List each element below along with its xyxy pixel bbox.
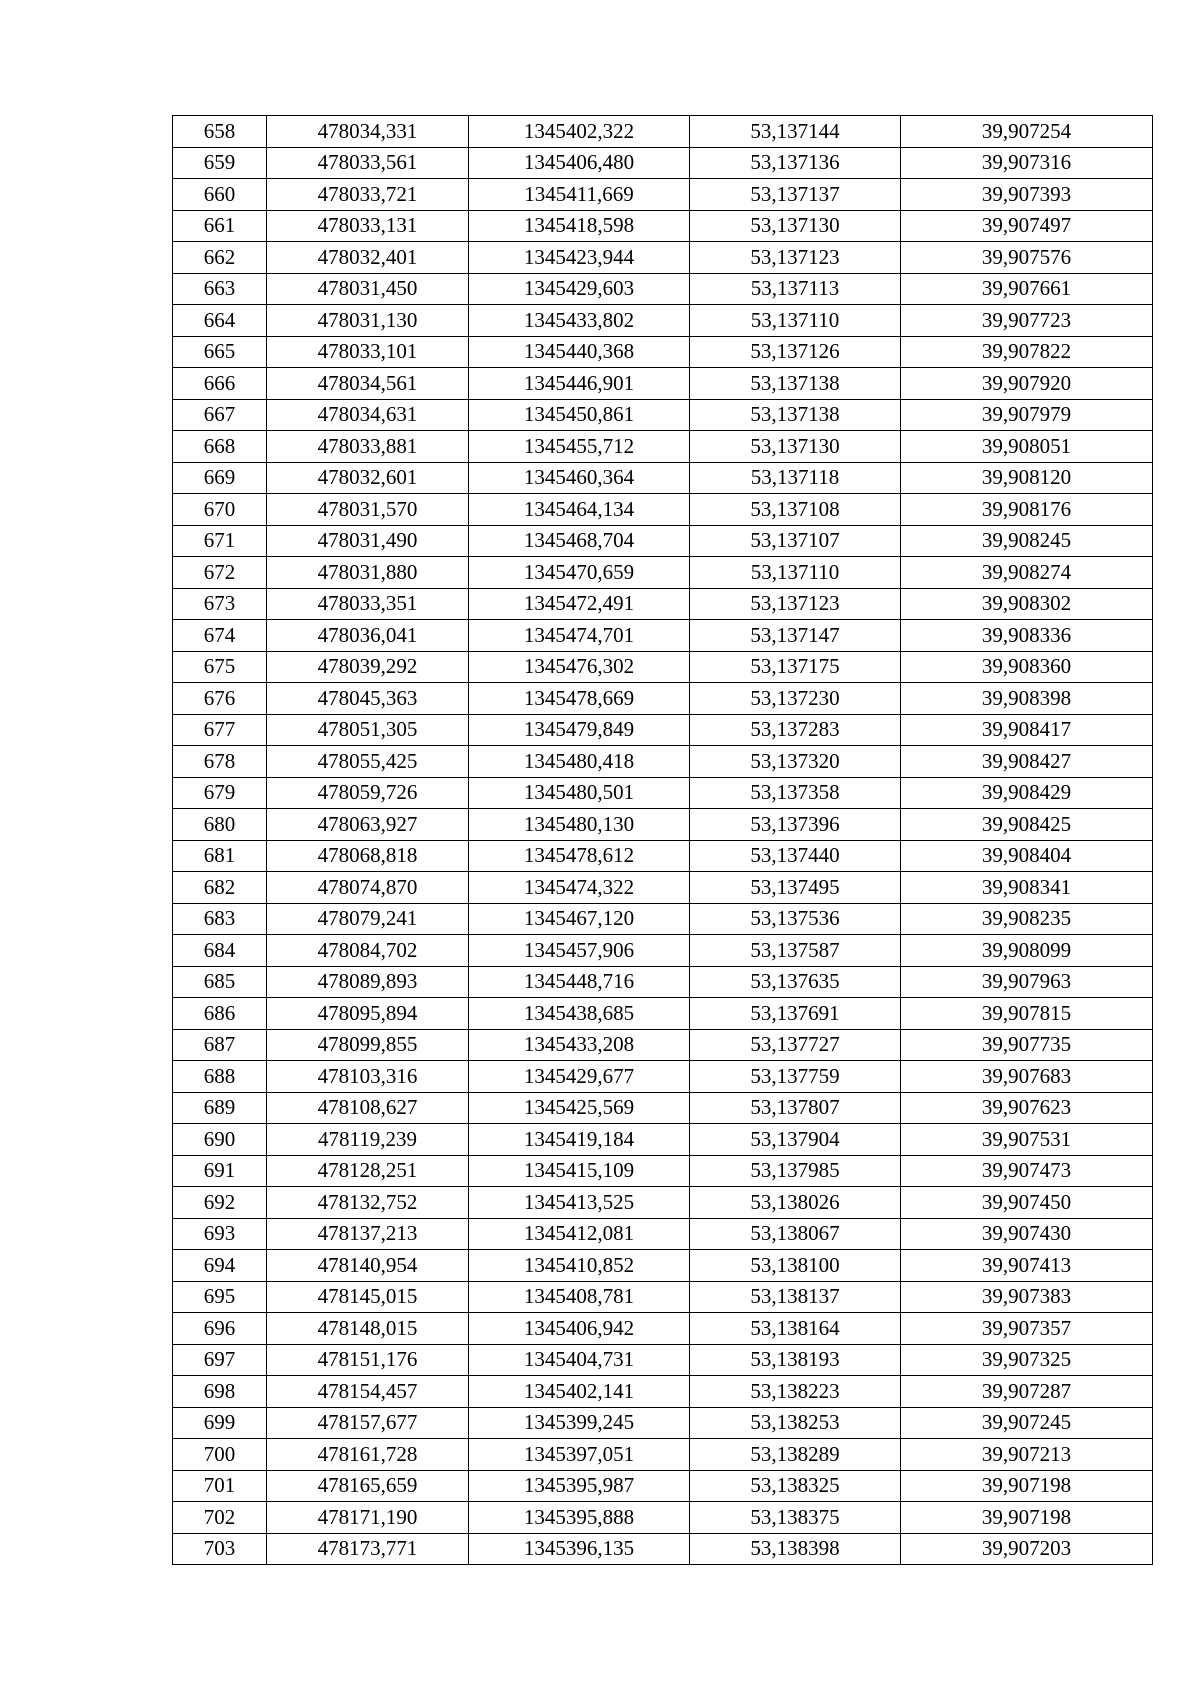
- longitude-cell: 39,907325: [901, 1344, 1153, 1376]
- table-row: [173, 1344, 1153, 1376]
- table-row: [173, 966, 1153, 998]
- coordinates-table: [172, 115, 1153, 1565]
- latitude-cell: 53,138067: [690, 1218, 901, 1250]
- table-row: [173, 1502, 1153, 1534]
- point-number-cell: 670: [173, 494, 267, 526]
- x-coordinate-cell: 478137,213: [267, 1218, 469, 1250]
- x-coordinate-cell: 478173,771: [267, 1533, 469, 1565]
- point-number-cell: 693: [173, 1218, 267, 1250]
- table-row: [173, 147, 1153, 179]
- point-number-cell: 703: [173, 1533, 267, 1565]
- x-coordinate-cell: 478099,855: [267, 1029, 469, 1061]
- longitude-cell: 39,908235: [901, 903, 1153, 935]
- y-coordinate-cell: 1345457,906: [469, 935, 690, 967]
- table-row: [173, 399, 1153, 431]
- point-number-cell: 698: [173, 1376, 267, 1408]
- longitude-cell: 39,908398: [901, 683, 1153, 715]
- y-coordinate-cell: 1345450,861: [469, 399, 690, 431]
- longitude-cell: 39,908176: [901, 494, 1153, 526]
- x-coordinate-cell: 478095,894: [267, 998, 469, 1030]
- y-coordinate-cell: 1345474,322: [469, 872, 690, 904]
- point-number-cell: 668: [173, 431, 267, 463]
- y-coordinate-cell: 1345419,184: [469, 1124, 690, 1156]
- longitude-cell: 39,908427: [901, 746, 1153, 778]
- table-row: [173, 368, 1153, 400]
- table-row: [173, 179, 1153, 211]
- y-coordinate-cell: 1345470,659: [469, 557, 690, 589]
- x-coordinate-cell: 478034,631: [267, 399, 469, 431]
- point-number-cell: 680: [173, 809, 267, 841]
- latitude-cell: 53,137137: [690, 179, 901, 211]
- y-coordinate-cell: 1345402,141: [469, 1376, 690, 1408]
- point-number-cell: 659: [173, 147, 267, 179]
- table-row: [173, 651, 1153, 683]
- latitude-cell: 53,138137: [690, 1281, 901, 1313]
- point-number-cell: 677: [173, 714, 267, 746]
- y-coordinate-cell: 1345480,501: [469, 777, 690, 809]
- y-coordinate-cell: 1345429,603: [469, 273, 690, 305]
- longitude-cell: 39,907531: [901, 1124, 1153, 1156]
- latitude-cell: 53,137495: [690, 872, 901, 904]
- table-row: [173, 1218, 1153, 1250]
- x-coordinate-cell: 478157,677: [267, 1407, 469, 1439]
- y-coordinate-cell: 1345415,109: [469, 1155, 690, 1187]
- table-row: [173, 431, 1153, 463]
- latitude-cell: 53,137123: [690, 588, 901, 620]
- point-number-cell: 687: [173, 1029, 267, 1061]
- table-row: [173, 683, 1153, 715]
- table-row: [173, 1250, 1153, 1282]
- x-coordinate-cell: 478036,041: [267, 620, 469, 652]
- longitude-cell: 39,908429: [901, 777, 1153, 809]
- table-row: [173, 494, 1153, 526]
- point-number-cell: 700: [173, 1439, 267, 1471]
- latitude-cell: 53,137175: [690, 651, 901, 683]
- longitude-cell: 39,907963: [901, 966, 1153, 998]
- latitude-cell: 53,138253: [690, 1407, 901, 1439]
- longitude-cell: 39,908404: [901, 840, 1153, 872]
- table-row: [173, 1376, 1153, 1408]
- longitude-cell: 39,907735: [901, 1029, 1153, 1061]
- longitude-cell: 39,907287: [901, 1376, 1153, 1408]
- y-coordinate-cell: 1345396,135: [469, 1533, 690, 1565]
- point-number-cell: 688: [173, 1061, 267, 1093]
- y-coordinate-cell: 1345472,491: [469, 588, 690, 620]
- y-coordinate-cell: 1345402,322: [469, 116, 690, 148]
- table-row: [173, 1533, 1153, 1565]
- table-row: [173, 305, 1153, 337]
- y-coordinate-cell: 1345423,944: [469, 242, 690, 274]
- y-coordinate-cell: 1345476,302: [469, 651, 690, 683]
- x-coordinate-cell: 478128,251: [267, 1155, 469, 1187]
- latitude-cell: 53,137147: [690, 620, 901, 652]
- y-coordinate-cell: 1345446,901: [469, 368, 690, 400]
- latitude-cell: 53,137138: [690, 368, 901, 400]
- point-number-cell: 684: [173, 935, 267, 967]
- latitude-cell: 53,137130: [690, 210, 901, 242]
- point-number-cell: 665: [173, 336, 267, 368]
- table-row: [173, 1187, 1153, 1219]
- longitude-cell: 39,907920: [901, 368, 1153, 400]
- y-coordinate-cell: 1345480,130: [469, 809, 690, 841]
- x-coordinate-cell: 478154,457: [267, 1376, 469, 1408]
- latitude-cell: 53,137126: [690, 336, 901, 368]
- x-coordinate-cell: 478074,870: [267, 872, 469, 904]
- y-coordinate-cell: 1345395,888: [469, 1502, 690, 1534]
- latitude-cell: 53,137123: [690, 242, 901, 274]
- x-coordinate-cell: 478165,659: [267, 1470, 469, 1502]
- point-number-cell: 695: [173, 1281, 267, 1313]
- latitude-cell: 53,137110: [690, 557, 901, 589]
- table-row: [173, 1439, 1153, 1471]
- longitude-cell: 39,907203: [901, 1533, 1153, 1565]
- x-coordinate-cell: 478051,305: [267, 714, 469, 746]
- point-number-cell: 666: [173, 368, 267, 400]
- y-coordinate-cell: 1345464,134: [469, 494, 690, 526]
- latitude-cell: 53,137283: [690, 714, 901, 746]
- longitude-cell: 39,907576: [901, 242, 1153, 274]
- x-coordinate-cell: 478033,881: [267, 431, 469, 463]
- latitude-cell: 53,138375: [690, 1502, 901, 1534]
- latitude-cell: 53,137807: [690, 1092, 901, 1124]
- latitude-cell: 53,137396: [690, 809, 901, 841]
- table-row: [173, 1470, 1153, 1502]
- longitude-cell: 39,907245: [901, 1407, 1153, 1439]
- x-coordinate-cell: 478033,131: [267, 210, 469, 242]
- point-number-cell: 676: [173, 683, 267, 715]
- latitude-cell: 53,137113: [690, 273, 901, 305]
- y-coordinate-cell: 1345478,612: [469, 840, 690, 872]
- latitude-cell: 53,138026: [690, 1187, 901, 1219]
- table-row: [173, 462, 1153, 494]
- point-number-cell: 664: [173, 305, 267, 337]
- y-coordinate-cell: 1345468,704: [469, 525, 690, 557]
- longitude-cell: 39,907254: [901, 116, 1153, 148]
- longitude-cell: 39,908274: [901, 557, 1153, 589]
- table-row: [173, 840, 1153, 872]
- latitude-cell: 53,137759: [690, 1061, 901, 1093]
- y-coordinate-cell: 1345411,669: [469, 179, 690, 211]
- x-coordinate-cell: 478034,331: [267, 116, 469, 148]
- x-coordinate-cell: 478034,561: [267, 368, 469, 400]
- longitude-cell: 39,907822: [901, 336, 1153, 368]
- latitude-cell: 53,137904: [690, 1124, 901, 1156]
- longitude-cell: 39,908425: [901, 809, 1153, 841]
- latitude-cell: 53,137635: [690, 966, 901, 998]
- table-row: [173, 714, 1153, 746]
- y-coordinate-cell: 1345433,802: [469, 305, 690, 337]
- table-row: [173, 1061, 1153, 1093]
- y-coordinate-cell: 1345429,677: [469, 1061, 690, 1093]
- longitude-cell: 39,907430: [901, 1218, 1153, 1250]
- point-number-cell: 669: [173, 462, 267, 494]
- point-number-cell: 694: [173, 1250, 267, 1282]
- x-coordinate-cell: 478171,190: [267, 1502, 469, 1534]
- x-coordinate-cell: 478031,450: [267, 273, 469, 305]
- longitude-cell: 39,907979: [901, 399, 1153, 431]
- latitude-cell: 53,137110: [690, 305, 901, 337]
- x-coordinate-cell: 478045,363: [267, 683, 469, 715]
- longitude-cell: 39,907815: [901, 998, 1153, 1030]
- longitude-cell: 39,907497: [901, 210, 1153, 242]
- latitude-cell: 53,138398: [690, 1533, 901, 1565]
- y-coordinate-cell: 1345399,245: [469, 1407, 690, 1439]
- point-number-cell: 672: [173, 557, 267, 589]
- table-row: [173, 1124, 1153, 1156]
- table-row: [173, 1407, 1153, 1439]
- y-coordinate-cell: 1345418,598: [469, 210, 690, 242]
- x-coordinate-cell: 478068,818: [267, 840, 469, 872]
- point-number-cell: 685: [173, 966, 267, 998]
- table-row: [173, 777, 1153, 809]
- table-row: [173, 1029, 1153, 1061]
- longitude-cell: 39,908302: [901, 588, 1153, 620]
- latitude-cell: 53,137536: [690, 903, 901, 935]
- latitude-cell: 53,137230: [690, 683, 901, 715]
- y-coordinate-cell: 1345433,208: [469, 1029, 690, 1061]
- x-coordinate-cell: 478089,893: [267, 966, 469, 998]
- table-row: [173, 336, 1153, 368]
- x-coordinate-cell: 478031,490: [267, 525, 469, 557]
- longitude-cell: 39,907623: [901, 1092, 1153, 1124]
- longitude-cell: 39,908245: [901, 525, 1153, 557]
- latitude-cell: 53,137136: [690, 147, 901, 179]
- latitude-cell: 53,138164: [690, 1313, 901, 1345]
- x-coordinate-cell: 478132,752: [267, 1187, 469, 1219]
- table-row: [173, 273, 1153, 305]
- latitude-cell: 53,137107: [690, 525, 901, 557]
- latitude-cell: 53,137727: [690, 1029, 901, 1061]
- point-number-cell: 662: [173, 242, 267, 274]
- table-row: [173, 242, 1153, 274]
- x-coordinate-cell: 478063,927: [267, 809, 469, 841]
- latitude-cell: 53,137358: [690, 777, 901, 809]
- longitude-cell: 39,907357: [901, 1313, 1153, 1345]
- x-coordinate-cell: 478119,239: [267, 1124, 469, 1156]
- table-row: [173, 116, 1153, 148]
- latitude-cell: 53,137440: [690, 840, 901, 872]
- latitude-cell: 53,138193: [690, 1344, 901, 1376]
- point-number-cell: 692: [173, 1187, 267, 1219]
- longitude-cell: 39,908341: [901, 872, 1153, 904]
- x-coordinate-cell: 478161,728: [267, 1439, 469, 1471]
- point-number-cell: 686: [173, 998, 267, 1030]
- longitude-cell: 39,908336: [901, 620, 1153, 652]
- point-number-cell: 679: [173, 777, 267, 809]
- point-number-cell: 674: [173, 620, 267, 652]
- latitude-cell: 53,137130: [690, 431, 901, 463]
- latitude-cell: 53,137691: [690, 998, 901, 1030]
- x-coordinate-cell: 478031,570: [267, 494, 469, 526]
- point-number-cell: 702: [173, 1502, 267, 1534]
- x-coordinate-cell: 478108,627: [267, 1092, 469, 1124]
- longitude-cell: 39,908120: [901, 462, 1153, 494]
- point-number-cell: 678: [173, 746, 267, 778]
- y-coordinate-cell: 1345395,987: [469, 1470, 690, 1502]
- y-coordinate-cell: 1345474,701: [469, 620, 690, 652]
- point-number-cell: 689: [173, 1092, 267, 1124]
- table-row: [173, 1092, 1153, 1124]
- table-row: [173, 998, 1153, 1030]
- x-coordinate-cell: 478032,601: [267, 462, 469, 494]
- y-coordinate-cell: 1345406,480: [469, 147, 690, 179]
- point-number-cell: 697: [173, 1344, 267, 1376]
- y-coordinate-cell: 1345397,051: [469, 1439, 690, 1471]
- point-number-cell: 690: [173, 1124, 267, 1156]
- table-body: [173, 116, 1153, 1565]
- x-coordinate-cell: 478033,561: [267, 147, 469, 179]
- point-number-cell: 696: [173, 1313, 267, 1345]
- point-number-cell: 663: [173, 273, 267, 305]
- longitude-cell: 39,907723: [901, 305, 1153, 337]
- longitude-cell: 39,907393: [901, 179, 1153, 211]
- longitude-cell: 39,907198: [901, 1502, 1153, 1534]
- table-row: [173, 935, 1153, 967]
- latitude-cell: 53,138325: [690, 1470, 901, 1502]
- point-number-cell: 682: [173, 872, 267, 904]
- x-coordinate-cell: 478032,401: [267, 242, 469, 274]
- x-coordinate-cell: 478039,292: [267, 651, 469, 683]
- table-row: [173, 525, 1153, 557]
- longitude-cell: 39,908099: [901, 935, 1153, 967]
- point-number-cell: 658: [173, 116, 267, 148]
- longitude-cell: 39,908417: [901, 714, 1153, 746]
- y-coordinate-cell: 1345467,120: [469, 903, 690, 935]
- point-number-cell: 681: [173, 840, 267, 872]
- y-coordinate-cell: 1345448,716: [469, 966, 690, 998]
- y-coordinate-cell: 1345404,731: [469, 1344, 690, 1376]
- longitude-cell: 39,907683: [901, 1061, 1153, 1093]
- y-coordinate-cell: 1345410,852: [469, 1250, 690, 1282]
- table-row: [173, 1281, 1153, 1313]
- x-coordinate-cell: 478084,702: [267, 935, 469, 967]
- x-coordinate-cell: 478103,316: [267, 1061, 469, 1093]
- table-row: [173, 1313, 1153, 1345]
- latitude-cell: 53,137118: [690, 462, 901, 494]
- latitude-cell: 53,137108: [690, 494, 901, 526]
- x-coordinate-cell: 478031,880: [267, 557, 469, 589]
- y-coordinate-cell: 1345455,712: [469, 431, 690, 463]
- table-row: [173, 746, 1153, 778]
- latitude-cell: 53,138223: [690, 1376, 901, 1408]
- point-number-cell: 699: [173, 1407, 267, 1439]
- y-coordinate-cell: 1345413,525: [469, 1187, 690, 1219]
- longitude-cell: 39,907473: [901, 1155, 1153, 1187]
- point-number-cell: 675: [173, 651, 267, 683]
- table-row: [173, 809, 1153, 841]
- latitude-cell: 53,137985: [690, 1155, 901, 1187]
- point-number-cell: 701: [173, 1470, 267, 1502]
- longitude-cell: 39,907450: [901, 1187, 1153, 1219]
- longitude-cell: 39,907413: [901, 1250, 1153, 1282]
- x-coordinate-cell: 478033,721: [267, 179, 469, 211]
- y-coordinate-cell: 1345412,081: [469, 1218, 690, 1250]
- table-row: [173, 903, 1153, 935]
- table-row: [173, 1155, 1153, 1187]
- y-coordinate-cell: 1345408,781: [469, 1281, 690, 1313]
- table-row: [173, 210, 1153, 242]
- x-coordinate-cell: 478031,130: [267, 305, 469, 337]
- y-coordinate-cell: 1345460,364: [469, 462, 690, 494]
- x-coordinate-cell: 478059,726: [267, 777, 469, 809]
- table-row: [173, 588, 1153, 620]
- table-row: [173, 872, 1153, 904]
- longitude-cell: 39,907661: [901, 273, 1153, 305]
- latitude-cell: 53,138100: [690, 1250, 901, 1282]
- y-coordinate-cell: 1345440,368: [469, 336, 690, 368]
- latitude-cell: 53,137144: [690, 116, 901, 148]
- x-coordinate-cell: 478145,015: [267, 1281, 469, 1313]
- y-coordinate-cell: 1345425,569: [469, 1092, 690, 1124]
- longitude-cell: 39,907198: [901, 1470, 1153, 1502]
- point-number-cell: 671: [173, 525, 267, 557]
- x-coordinate-cell: 478148,015: [267, 1313, 469, 1345]
- y-coordinate-cell: 1345406,942: [469, 1313, 690, 1345]
- longitude-cell: 39,908360: [901, 651, 1153, 683]
- longitude-cell: 39,907213: [901, 1439, 1153, 1471]
- x-coordinate-cell: 478055,425: [267, 746, 469, 778]
- longitude-cell: 39,907316: [901, 147, 1153, 179]
- x-coordinate-cell: 478033,101: [267, 336, 469, 368]
- table-row: [173, 620, 1153, 652]
- table-row: [173, 557, 1153, 589]
- y-coordinate-cell: 1345480,418: [469, 746, 690, 778]
- y-coordinate-cell: 1345479,849: [469, 714, 690, 746]
- x-coordinate-cell: 478140,954: [267, 1250, 469, 1282]
- point-number-cell: 691: [173, 1155, 267, 1187]
- point-number-cell: 661: [173, 210, 267, 242]
- y-coordinate-cell: 1345438,685: [469, 998, 690, 1030]
- point-number-cell: 667: [173, 399, 267, 431]
- latitude-cell: 53,137320: [690, 746, 901, 778]
- point-number-cell: 683: [173, 903, 267, 935]
- latitude-cell: 53,138289: [690, 1439, 901, 1471]
- x-coordinate-cell: 478079,241: [267, 903, 469, 935]
- point-number-cell: 660: [173, 179, 267, 211]
- x-coordinate-cell: 478033,351: [267, 588, 469, 620]
- x-coordinate-cell: 478151,176: [267, 1344, 469, 1376]
- y-coordinate-cell: 1345478,669: [469, 683, 690, 715]
- longitude-cell: 39,907383: [901, 1281, 1153, 1313]
- longitude-cell: 39,908051: [901, 431, 1153, 463]
- latitude-cell: 53,137587: [690, 935, 901, 967]
- latitude-cell: 53,137138: [690, 399, 901, 431]
- point-number-cell: 673: [173, 588, 267, 620]
